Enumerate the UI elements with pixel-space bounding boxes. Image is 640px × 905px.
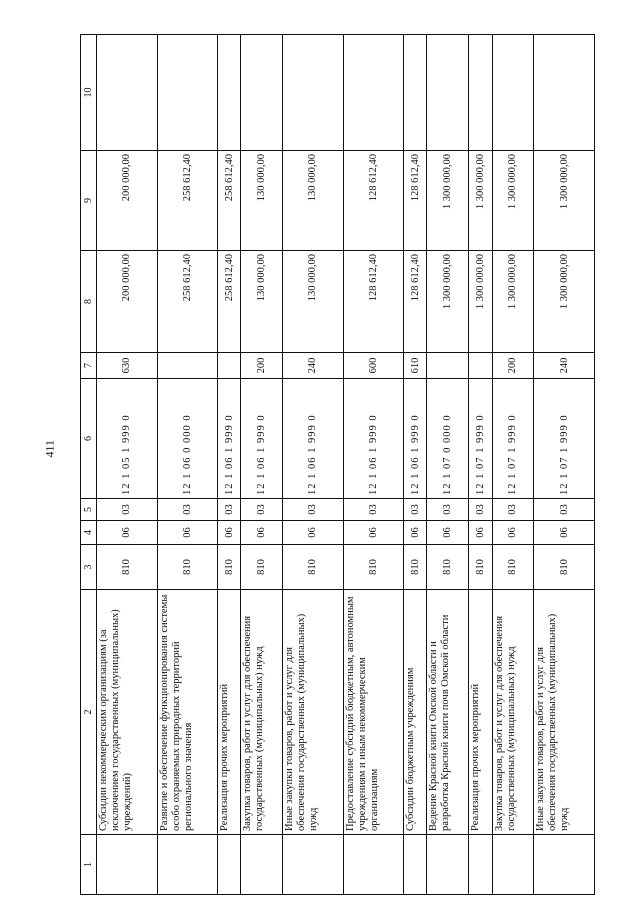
cell-sect: 06 (343, 521, 404, 545)
cell-sect: 06 (534, 521, 595, 545)
cell-c9: 258 612,40 (157, 151, 218, 251)
cell-c8: 1 300 000,00 (469, 251, 492, 353)
cell-csr: 12 1 06 1 999 0 (218, 379, 241, 499)
cell-name: Развитие и обеспечение функционирования системы особо охраняемых природных территорий регионального значения (157, 590, 218, 835)
cell-sect: 06 (492, 521, 534, 545)
column-header-9: 9 (81, 151, 97, 251)
column-header-5: 5 (81, 499, 97, 521)
budget-table (80, 34, 595, 895)
cell-csr: 12 1 06 1 999 0 (241, 379, 283, 499)
cell-c8: 1 300 000,00 (427, 251, 469, 353)
cell-num (157, 835, 218, 895)
column-header-2: 2 (81, 590, 97, 835)
cell-num (343, 835, 404, 895)
cell-c10 (343, 35, 404, 151)
table-row (427, 35, 469, 895)
cell-vr: 240 (283, 353, 344, 379)
cell-c9: 1 300 000,00 (427, 151, 469, 251)
cell-name: Закупка товаров, работ и услуг для обеспечения государственных (муниципальных) нужд (492, 590, 534, 835)
cell-sub: 03 (157, 499, 218, 521)
cell-vr (469, 353, 492, 379)
cell-sect: 06 (427, 521, 469, 545)
cell-code: 810 (97, 545, 158, 590)
cell-sect: 06 (241, 521, 283, 545)
cell-vr: 630 (97, 353, 158, 379)
cell-sub: 03 (218, 499, 241, 521)
column-header-10: 10 (81, 35, 97, 151)
cell-c9: 258 612,40 (218, 151, 241, 251)
cell-c10 (469, 35, 492, 151)
cell-num (241, 835, 283, 895)
cell-vr (218, 353, 241, 379)
column-header-1: 1 (81, 835, 97, 895)
page-number: 411 (42, 439, 57, 458)
column-header-3: 3 (81, 545, 97, 590)
cell-num (427, 835, 469, 895)
cell-sect: 06 (283, 521, 344, 545)
cell-name: Закупка товаров, работ и услуг для обеспечения государственных (муниципальных) нужд (241, 590, 283, 835)
cell-num (283, 835, 344, 895)
cell-sect: 06 (404, 521, 427, 545)
cell-c8: 130 000,00 (241, 251, 283, 353)
cell-c10 (283, 35, 344, 151)
column-header-4: 4 (81, 521, 97, 545)
cell-code: 810 (157, 545, 218, 590)
cell-name: Иные закупки товаров, работ и услуг для обеспечения государственных (муниципальных) нужд (534, 590, 595, 835)
cell-sub: 03 (492, 499, 534, 521)
cell-sub: 03 (404, 499, 427, 521)
cell-sub: 03 (469, 499, 492, 521)
cell-name: Реализация прочих мероприятий (469, 590, 492, 835)
table-row (283, 35, 344, 895)
table-row (343, 35, 404, 895)
cell-c8: 128 612,40 (404, 251, 427, 353)
cell-num (404, 835, 427, 895)
cell-vr: 600 (343, 353, 404, 379)
cell-c10 (218, 35, 241, 151)
cell-sub: 03 (343, 499, 404, 521)
cell-c9: 1 300 000,00 (534, 151, 595, 251)
cell-c9: 130 000,00 (283, 151, 344, 251)
cell-sub: 03 (283, 499, 344, 521)
column-header-8: 8 (81, 251, 97, 353)
cell-name: Реализация прочих мероприятий (218, 590, 241, 835)
cell-c9: 128 612,40 (343, 151, 404, 251)
cell-c8: 130 000,00 (283, 251, 344, 353)
cell-code: 810 (343, 545, 404, 590)
cell-code: 810 (492, 545, 534, 590)
cell-csr: 12 1 07 0 000 0 (427, 379, 469, 499)
cell-sect: 06 (157, 521, 218, 545)
cell-c10 (427, 35, 469, 151)
cell-sub: 03 (97, 499, 158, 521)
cell-vr: 610 (404, 353, 427, 379)
cell-code: 810 (469, 545, 492, 590)
cell-name: Субсидии некоммерческим организациям (за исключением государственных (муниципальных) учреждений) (97, 590, 158, 835)
cell-name: Иные закупки товаров, работ и услуг для обеспечения государственных (муниципальных) нужд (283, 590, 344, 835)
header-row (81, 35, 97, 895)
cell-code: 810 (241, 545, 283, 590)
cell-sub: 03 (241, 499, 283, 521)
cell-c8: 1 300 000,00 (534, 251, 595, 353)
cell-c8: 200 000,00 (97, 251, 158, 353)
cell-num (492, 835, 534, 895)
column-header-7: 7 (81, 353, 97, 379)
cell-name: Субсидии бюджетным учреждениям (404, 590, 427, 835)
cell-c10 (97, 35, 158, 151)
cell-num (97, 835, 158, 895)
cell-csr: 12 1 05 1 999 0 (97, 379, 158, 499)
column-header-6: 6 (81, 379, 97, 499)
table-row (492, 35, 534, 895)
cell-c10 (492, 35, 534, 151)
cell-csr: 12 1 06 1 999 0 (343, 379, 404, 499)
cell-sect: 06 (469, 521, 492, 545)
table-row (469, 35, 492, 895)
cell-c10 (241, 35, 283, 151)
cell-code: 810 (427, 545, 469, 590)
cell-vr: 240 (534, 353, 595, 379)
cell-c8: 128 612,40 (343, 251, 404, 353)
table-row (534, 35, 595, 895)
cell-code: 810 (404, 545, 427, 590)
cell-c9: 200 000,00 (97, 151, 158, 251)
cell-csr: 12 1 06 0 000 0 (157, 379, 218, 499)
cell-code: 810 (283, 545, 344, 590)
cell-c8: 258 612,40 (157, 251, 218, 353)
table-row (157, 35, 218, 895)
cell-c8: 1 300 000,00 (492, 251, 534, 353)
cell-sub: 03 (427, 499, 469, 521)
cell-c9: 130 000,00 (241, 151, 283, 251)
cell-c10 (534, 35, 595, 151)
cell-c10 (404, 35, 427, 151)
cell-code: 810 (218, 545, 241, 590)
cell-c9: 1 300 000,00 (469, 151, 492, 251)
table-row (97, 35, 158, 895)
cell-csr: 12 1 06 1 999 0 (283, 379, 344, 499)
cell-vr: 200 (492, 353, 534, 379)
cell-num (534, 835, 595, 895)
cell-name: Ведение Красной книги Омской области и разработка Красной книги почв Омской области (427, 590, 469, 835)
cell-sect: 06 (97, 521, 158, 545)
budget-table-container (80, 35, 595, 895)
cell-c9: 1 300 000,00 (492, 151, 534, 251)
cell-name: Предоставление субсидий бюджетным, автономным учреждениям и иным некоммерческим организациям (343, 590, 404, 835)
cell-csr: 12 1 07 1 999 0 (469, 379, 492, 499)
table-row (241, 35, 283, 895)
cell-sect: 06 (218, 521, 241, 545)
cell-csr: 12 1 07 1 999 0 (492, 379, 534, 499)
table-row (404, 35, 427, 895)
cell-sub: 03 (534, 499, 595, 521)
table-row (218, 35, 241, 895)
cell-c8: 258 612,40 (218, 251, 241, 353)
cell-c10 (157, 35, 218, 151)
cell-vr (427, 353, 469, 379)
cell-vr (157, 353, 218, 379)
cell-vr: 200 (241, 353, 283, 379)
cell-num (469, 835, 492, 895)
cell-c9: 128 612,40 (404, 151, 427, 251)
cell-csr: 12 1 06 1 999 0 (404, 379, 427, 499)
cell-csr: 12 1 07 1 999 0 (534, 379, 595, 499)
cell-code: 810 (534, 545, 595, 590)
cell-num (218, 835, 241, 895)
